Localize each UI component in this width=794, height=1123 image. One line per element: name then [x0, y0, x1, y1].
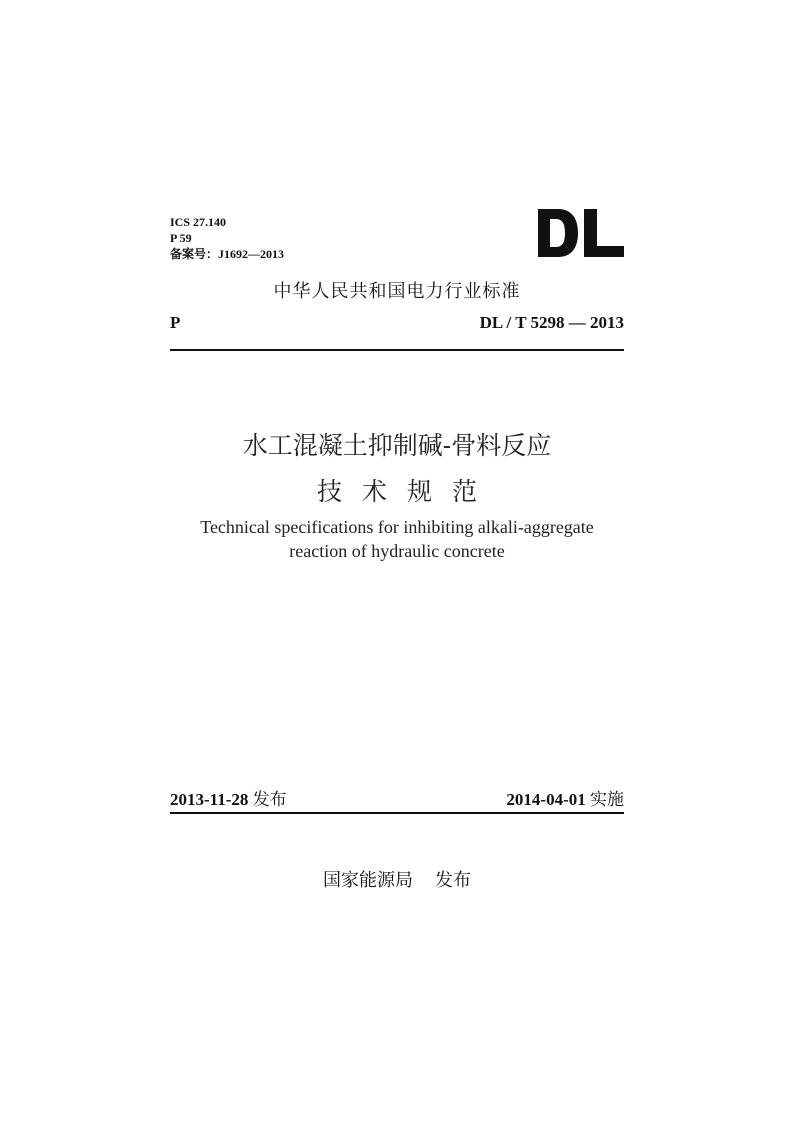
- record-value: J1692—2013: [218, 247, 285, 261]
- title-cn-line1: 水工混凝土抑制碱-骨料反应: [242, 431, 552, 460]
- classification-code: P: [170, 313, 181, 332]
- ics-code: ICS 27.140: [170, 215, 227, 229]
- issuer: [0, 866, 794, 892]
- dl-logo: [536, 207, 626, 259]
- title-en: [0, 515, 794, 563]
- industry-standard-title: 中华人民共和国电力行业标准: [273, 281, 521, 302]
- title-en-line2: reaction of hydraulic concrete: [289, 541, 505, 561]
- class-code: P 59: [170, 231, 192, 245]
- implement-date: [506, 785, 624, 810]
- standard-number: DL / T 5298 — 2013: [479, 313, 624, 332]
- issuer-label: 发布: [435, 870, 471, 891]
- record-number: [170, 246, 284, 262]
- ics-block: [170, 214, 284, 262]
- header-rule: [170, 349, 624, 351]
- publish-date-value: 2013-11-28: [170, 790, 249, 809]
- footer-rule: [170, 812, 624, 814]
- publish-date: [170, 785, 287, 810]
- title-cn-line2: 技术规范: [316, 477, 497, 506]
- implement-date-label: 实施: [590, 790, 624, 810]
- issuer-name: 国家能源局: [323, 870, 413, 891]
- title-en-line1: Technical specifications for inhibiting alkali-aggregate: [200, 517, 594, 537]
- record-label: 备案号：: [170, 247, 219, 261]
- implement-date-value: 2014-04-01: [506, 790, 586, 809]
- publish-date-label: 发布: [252, 790, 287, 810]
